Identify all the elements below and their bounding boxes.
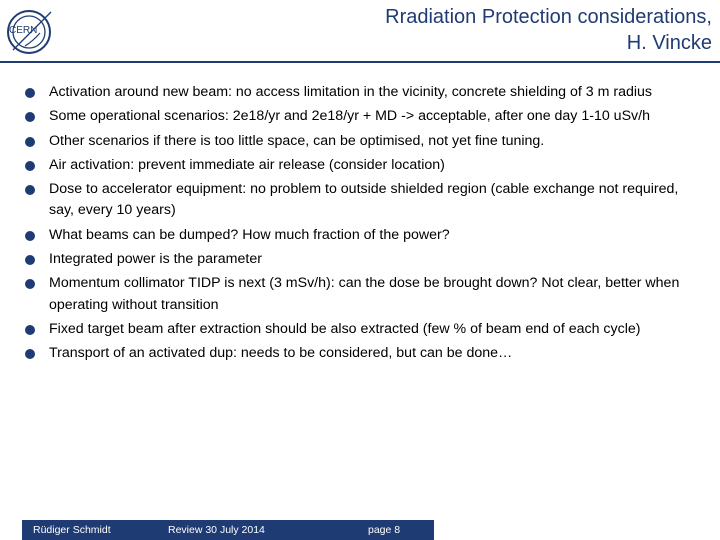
bullet-text: Transport of an activated dup: needs to be considered, but can be done… — [49, 345, 513, 362]
bullet-text: Air activation: prevent immediate air release (consider location) — [49, 156, 445, 173]
bullet-item — [22, 131, 694, 152]
slide-title-line-1: Rradiation Protection considerations, — [385, 6, 712, 28]
bullet-text: Other scenarios if there is too little space, can be optimised, not yet fine tuning. — [49, 132, 545, 149]
bullet-item — [22, 343, 694, 364]
footer-author: Rüdiger Schmidt — [33, 524, 111, 536]
bullet-dot-icon — [25, 255, 35, 265]
bullet-dot-icon — [25, 349, 35, 359]
bullet-dot-icon — [25, 185, 35, 195]
bullet-text: Activation around new beam: no access limitation in the vicinity, concrete shielding of 3 m radius — [49, 84, 653, 100]
header-divider — [0, 61, 720, 63]
bullet-dot-icon — [25, 231, 35, 241]
bullet-dot-icon — [25, 88, 35, 98]
bullet-item — [22, 319, 694, 340]
bullet-text: What beams can be dumped? How much fraction of the power? — [49, 226, 450, 243]
bullet-list — [22, 82, 694, 368]
slide-title — [292, 4, 712, 56]
bullet-dot-icon — [25, 112, 35, 122]
bullet-text: Some operational scenarios: 2e18/yr and 2e18/yr + MD -> acceptable, after one day 1-10 uSv/h — [49, 108, 650, 125]
slide-title-line-2: H. Vincke — [626, 32, 712, 54]
footer-review-date: Review 30 July 2014 — [168, 524, 265, 536]
bullet-text: Dose to accelerator equipment: no problem to outside shielded region (cable exchange not required, say, every 10 years) — [49, 181, 679, 219]
bullet-item — [22, 179, 694, 222]
bullet-item — [22, 82, 694, 103]
bullet-item — [22, 225, 694, 246]
cern-logo-text: CERN — [9, 25, 38, 36]
footer-page-number: page 8 — [368, 524, 401, 536]
bullet-item — [22, 273, 694, 316]
cern-logo-icon — [5, 7, 57, 57]
bullet-text: Integrated power is the parameter — [49, 251, 262, 268]
bullet-text: Fixed target beam after extraction should be also extracted (few % of beam end of each cycle) — [49, 320, 641, 337]
bullet-item — [22, 155, 694, 176]
bullet-dot-icon — [25, 279, 35, 289]
bullet-text: Momentum collimator TIDP is next (3 mSv/h): can the dose be brought down? Not clear, better when operating without transition — [49, 275, 680, 313]
bullet-item — [22, 249, 694, 270]
bullet-dot-icon — [25, 161, 35, 171]
bullet-item — [22, 106, 694, 127]
bullet-dot-icon — [25, 325, 35, 335]
bullet-dot-icon — [25, 137, 35, 147]
